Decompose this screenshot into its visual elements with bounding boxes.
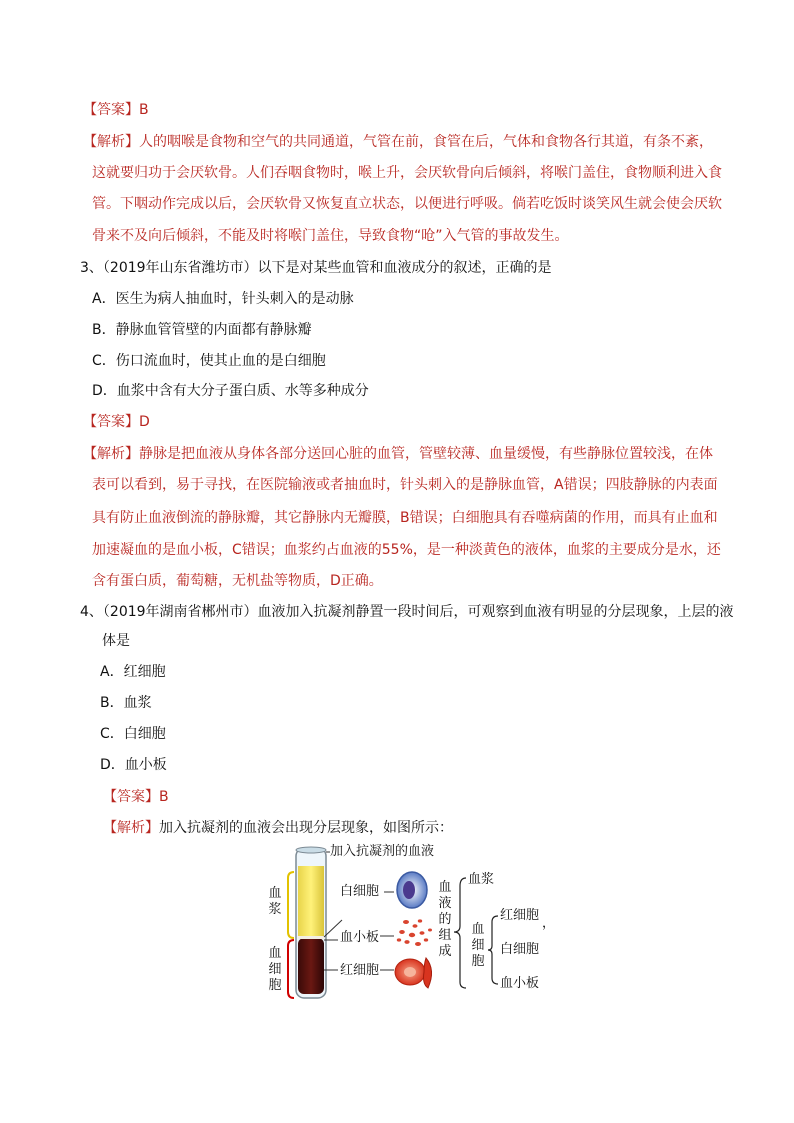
q4-answer: [103, 787, 169, 807]
red-blood-cell-icon: [395, 958, 432, 988]
tube-title: 加入抗凝剂的血液: [330, 844, 435, 859]
q4-option-c: C．白细胞: [100, 726, 166, 742]
q3-answer: [83, 412, 150, 432]
explanation-tag: 【解析】: [103, 820, 159, 836]
q3-option-b: B．静脉血管管壁的内面都有静脉瓣: [92, 322, 312, 338]
answer-value: B: [159, 789, 169, 805]
cell-layer: [298, 938, 324, 994]
rbc-label: 红细胞: [340, 963, 380, 978]
composition-rbc: 红细胞: [500, 908, 540, 923]
q4-option-d: D．血小板: [100, 757, 167, 773]
answer-value: D: [139, 414, 150, 430]
q3-explanation-line-2: 表可以看到，易于寻找，在医院输液或者抽血时，针头刺入的是静脉血管，A错误；四肢静脉的内表面: [92, 477, 718, 493]
q2-explanation-line-1: 【解析】人的咽喉是食物和空气的共同通道，气管在前，食管在后，气体和食物各行其道，有条不紊，: [83, 134, 713, 150]
q4-option-b: B．血浆: [100, 695, 152, 711]
q4-question-line-1: 4、（2019年湖南省郴州市）血液加入抗凝剂静置一段时间后，可观察到血液有明显的分层现象，上层的液: [80, 604, 734, 620]
explanation-tag: 【解析】: [83, 134, 139, 150]
platelet-icon: [397, 919, 432, 946]
q3-explanation-line-5: 含有蛋白质，葡萄糖，无机盐等物质，D正确。: [92, 573, 383, 589]
q3-option-a: A．医生为病人抽血时，针头刺入的是动脉: [92, 291, 354, 307]
white-blood-cell-icon: [397, 872, 427, 908]
wbc-label: 白细胞: [340, 884, 380, 899]
test-tube: [296, 847, 326, 998]
tube-rim: [296, 847, 326, 853]
platelet-label: 血小板: [340, 930, 380, 945]
answer-tag: 【答案】: [83, 414, 139, 430]
q2-answer: [83, 100, 149, 120]
cells-side-label: 血细胞: [268, 946, 282, 993]
composition-platelet: 血小板: [500, 976, 540, 991]
composition-comma: ，: [542, 916, 556, 931]
q3-question: 3、（2019年山东省潍坊市）以下是对某些血管和血液成分的叙述，正确的是: [80, 260, 552, 276]
blood-composition-figure: [252, 842, 556, 1010]
q2-explanation-line-2: 这就要归功于会厌软骨。人们吞咽食物时，喉上升，会厌软骨向后倾斜，将喉门盖住，食物顺利进入食: [92, 165, 722, 181]
q3-explanation-line-4: 加速凝血的是血小板，C错误；血浆约占血液的55%，是一种淡黄色的液体，血浆的主要成分是水，还: [92, 542, 721, 558]
plasma-bracket: [288, 872, 294, 938]
answer-tag: 【答案】: [103, 789, 159, 805]
answer-value: B: [139, 102, 149, 118]
q2-explanation-line-4: 骨来不及向后倾斜，不能及时将喉门盖住，导致食物“呛”入气管的事故发生。: [92, 228, 569, 244]
q3-option-d: D．血浆中含有大分子蛋白质、水等多种成分: [92, 383, 369, 399]
plasma-side-label: 血浆: [268, 886, 282, 917]
cells-brace: [488, 916, 498, 984]
composition-label: 血液的组成: [438, 880, 452, 959]
explanation-tag: 【解析】: [83, 446, 139, 462]
q3-explanation-line-1: 【解析】静脉是把血液从身体各部分送回心脏的血管，管壁较薄、血量缓慢，有些静脉位置较浅，在体: [83, 446, 713, 462]
q3-explanation-line-3: 具有防止血液倒流的静脉瓣，其它静脉内无瓣膜，B错误；白细胞具有吞噬病菌的作用，而具有止血和: [92, 510, 718, 526]
composition-plasma: 血浆: [468, 872, 495, 887]
answer-tag: 【答案】: [83, 102, 139, 118]
composition-cells: 血细胞: [471, 922, 485, 969]
plasma-layer: [298, 866, 324, 938]
q4-question-line-2: 体是: [102, 633, 130, 649]
cells-bracket: [288, 940, 294, 998]
q3-option-c: C．伤口流血时，使其止血的是白细胞: [92, 353, 326, 369]
q2-explanation-line-3: 管。下咽动作完成以后，会厌软骨又恢复直立状态，以便进行呼吸。倘若吃饭时谈笑风生就会使会厌软: [92, 196, 722, 212]
q4-option-a: A．红细胞: [100, 664, 166, 680]
buffy-coat: [298, 936, 324, 939]
composition-brace: [454, 878, 466, 988]
q4-explanation: 【解析】加入抗凝剂的血液会出现分层现象，如图所示：: [103, 820, 453, 836]
composition-wbc: 白细胞: [500, 942, 540, 957]
